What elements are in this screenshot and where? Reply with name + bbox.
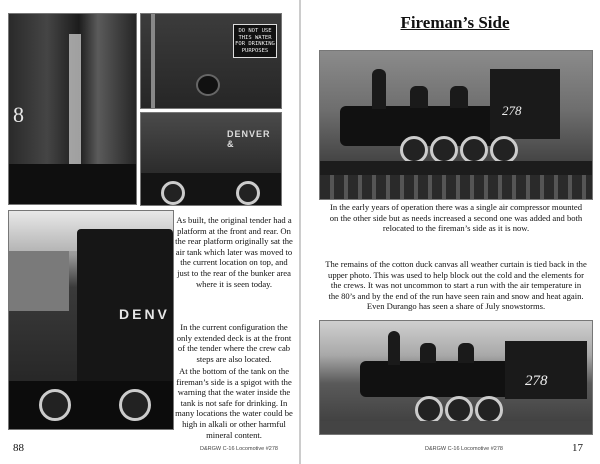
drive-wheel: [445, 396, 473, 424]
drive-wheel: [415, 396, 443, 424]
sand-dome: [410, 86, 428, 108]
steam-dome: [458, 343, 474, 363]
body-paragraph: As built, the original tender had a platform at the front and rear. On the rear platform originally sat the air tank which later was moved to the current location on top, and just to the rear of the bunker area where it is seen today.: [175, 215, 293, 289]
smokestack: [372, 69, 386, 109]
cab-number: 278: [502, 103, 522, 118]
turntable-deck: [320, 161, 592, 175]
page-footer: D&RGW C-16 Locomotive #278: [425, 446, 503, 452]
photo-water-warning-sign: [140, 13, 282, 109]
track-ballast: [320, 421, 592, 434]
body-paragraph: In the current configuration the only extended deck is at the front of the tender where the crew cab steps are also located.: [176, 322, 292, 364]
cab-number: 278: [525, 373, 548, 389]
body-paragraph: In the early years of operation there was a single air compressor mounted on the other side but as needs increased a second one was added and both relocated to the fireman’s side as it is now.: [329, 202, 583, 234]
photo-locomotive-upper: [319, 50, 593, 200]
page-title: Fireman’s Side: [400, 13, 510, 32]
page-number: 17: [572, 442, 583, 454]
tender-wheel: [39, 389, 71, 421]
sand-dome: [420, 343, 436, 363]
drive-wheel: [475, 396, 503, 424]
trestle: [320, 175, 592, 199]
drive-wheel: [490, 136, 518, 164]
cab-number-fragment: 8: [13, 102, 24, 127]
water-warning-sign: DO NOT USE THIS WATER FOR DRINKING PURPOSES: [233, 24, 277, 58]
tender-lettering: DENVER &: [227, 129, 271, 149]
body-paragraph: The remains of the cotton duck canvas all weather curtain is tied back in the upper photo. This was used to help block out the cold and the elements for the crews. It was not uncommon to start a run with the air temperature in the 80’s and by the end of the run have seen rain and snow and heat again. Even Durango has seen a share of July snowstorms.: [325, 259, 587, 312]
photo-tender-side: [140, 112, 282, 206]
body-paragraph: At the bottom of the tank on the fireman’s side is a spigot with the warning that the water inside the tank is not safe for drinking. In many locations the water could be high in alkali or other harmful mineral content.: [175, 366, 293, 440]
cab-floor: [9, 164, 136, 204]
tender-wheel: [236, 181, 260, 205]
spigot: [196, 74, 220, 96]
drive-wheel: [460, 136, 488, 164]
grab-iron: [151, 14, 155, 108]
photo-tender-rear: [8, 210, 174, 430]
building: [9, 251, 69, 311]
photo-cab-closeup: [8, 13, 137, 205]
locomotive-cab: [505, 341, 587, 399]
tender-wheel: [161, 181, 185, 205]
book-gutter: [299, 0, 301, 464]
drive-wheel: [430, 136, 458, 164]
page-number: 88: [13, 442, 24, 454]
smokestack: [388, 331, 400, 365]
steam-dome: [450, 86, 468, 108]
locomotive-cab: [490, 69, 560, 139]
drive-wheel: [400, 136, 428, 164]
tender-wheel: [119, 389, 151, 421]
tender-lettering-large: DENV: [119, 306, 170, 322]
page-footer: D&RGW C-16 Locomotive #278: [200, 446, 278, 452]
photo-locomotive-lower: [319, 320, 593, 435]
boiler: [360, 361, 520, 397]
